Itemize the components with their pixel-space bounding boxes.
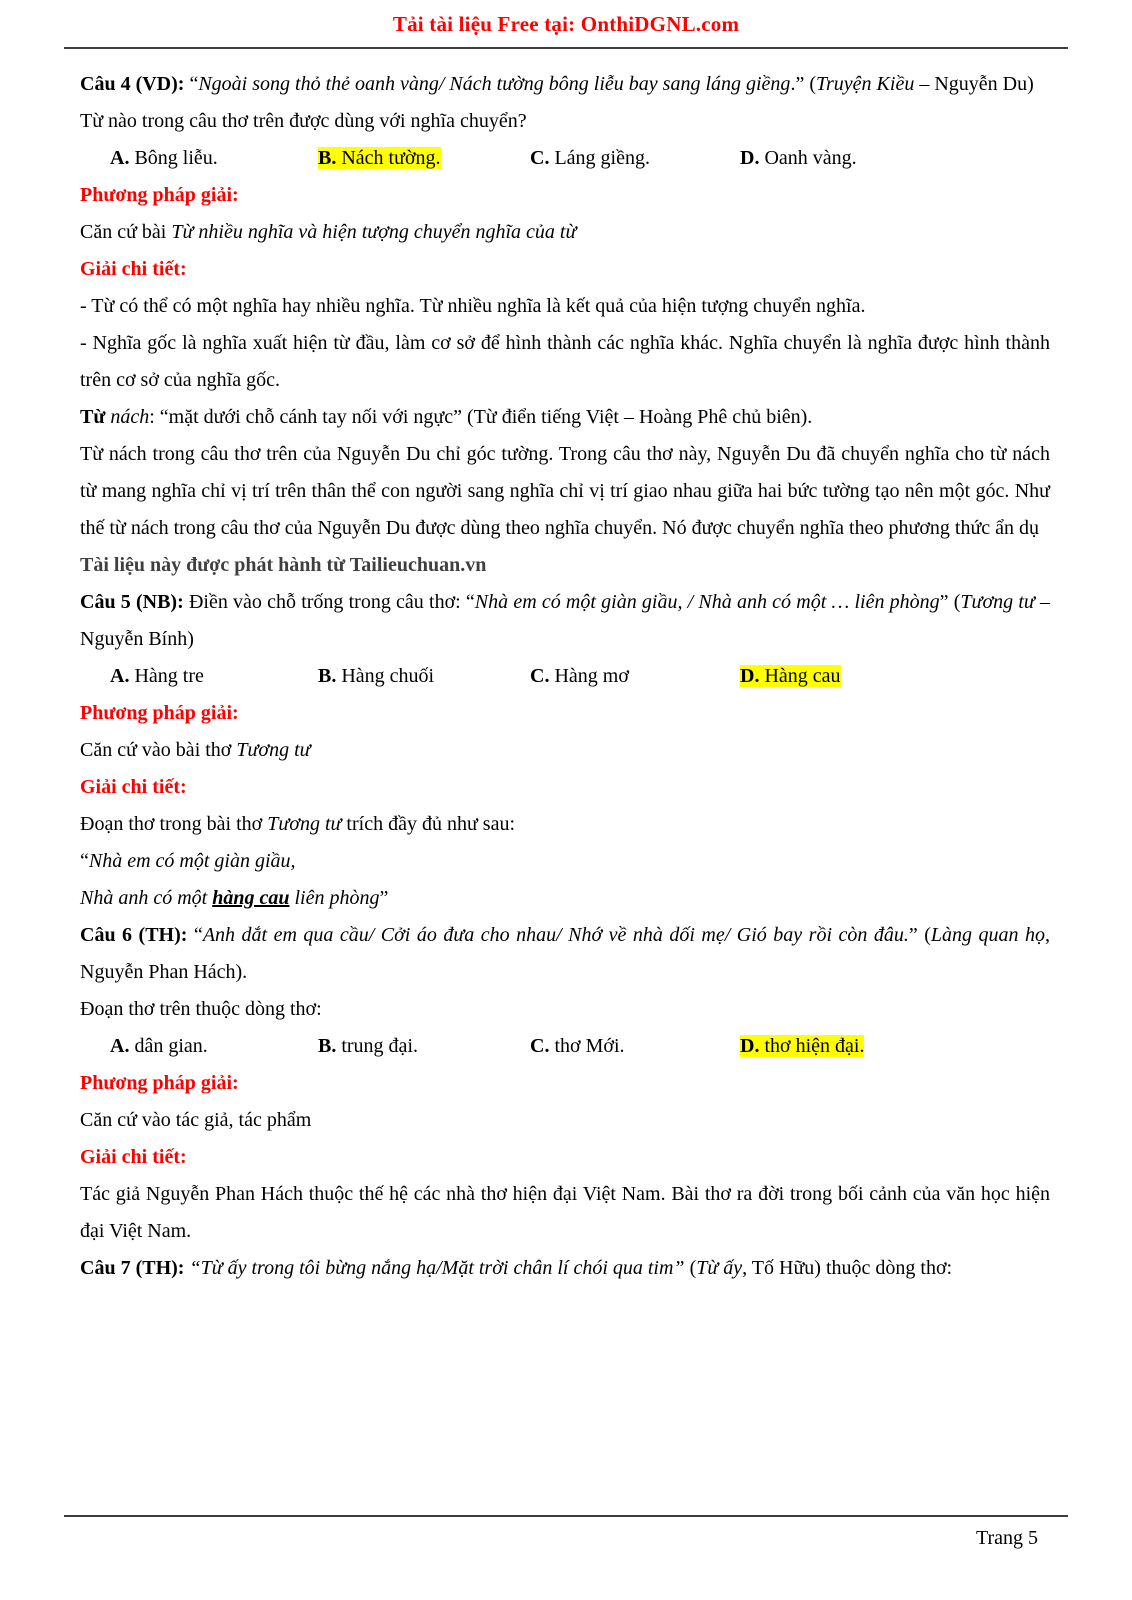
question-6-intro: [80, 917, 1050, 991]
answer-option: [318, 658, 530, 695]
answer-option: [110, 140, 318, 177]
question-4-prompt: [80, 103, 1050, 140]
text-run: Câu 4 (VD):: [80, 73, 185, 95]
answer-text: A. dân gian.: [110, 1035, 208, 1057]
text-run: Ngoài song thỏ thẻ oanh vàng/ Nách tường bông liễu bay sang láng giềng: [198, 73, 791, 95]
question-6-options: [80, 1028, 1050, 1065]
question-6-prompt: [80, 991, 1050, 1028]
text-run: Tài liệu này được phát hành từ Tailieuchuan.vn: [80, 554, 487, 576]
text-run: Từ nhiều nghĩa và hiện tượng chuyển nghĩa của từ: [171, 221, 577, 243]
page-footer: [64, 1515, 1068, 1550]
text-run: – Nguyễn Bính): [80, 591, 1051, 650]
method-text: [80, 214, 1050, 251]
text-run: Nhà anh có một: [80, 887, 213, 909]
text-run: .” (: [790, 73, 816, 95]
detail-heading: Giải chi tiết:: [80, 258, 187, 280]
correct-answer-highlight: D. Hàng cau: [740, 665, 841, 687]
text-run: Căn cứ bài: [80, 221, 172, 243]
answer-option: [318, 140, 530, 177]
text-run: Tương tư: [236, 739, 311, 761]
text-run: Anh dắt em qua cầu/ Cởi áo đưa cho nhau/ Nhớ về nhà dối mẹ/ Gió bay rồi còn đâu.: [202, 924, 909, 946]
text-run: Truyện Kiều: [815, 73, 915, 95]
text-run: Câu 6 (TH):: [80, 924, 188, 946]
text-run: - Nghĩa gốc là nghĩa xuất hiện từ đầu, làm cơ sở để hình thành các nghĩa khác. Nghĩa chuyển là nghĩa được hình thành trên cơ sở của nghĩa gốc.: [80, 332, 1050, 391]
text-run: (: [684, 1257, 697, 1279]
text-run: Điền vào chỗ trống trong câu thơ: “: [183, 591, 475, 613]
answer-option: [530, 1028, 740, 1065]
detail-heading: Giải chi tiết:: [80, 776, 187, 798]
method-text: [80, 1102, 1050, 1139]
method-text: [80, 732, 1050, 769]
text-run: Nhà em có một giàn giầu,: [88, 850, 296, 872]
question-4-intro: [80, 66, 1050, 103]
correct-answer-highlight: D. thơ hiện đại.: [740, 1035, 865, 1057]
detail-heading: Giải chi tiết:: [80, 1146, 187, 1168]
method-heading: Phương pháp giải:: [80, 702, 239, 724]
text-run: “: [80, 850, 89, 872]
answer-text: C. Hàng mơ: [530, 665, 629, 687]
text-run: - Từ có thể có một nghĩa hay nhiều nghĩa. Từ nhiều nghĩa là kết quả của hiện tượng chuyển nghĩa.: [80, 295, 866, 317]
detail-text: [80, 399, 1050, 436]
text-run: Tác giả Nguyễn Phan Hách thuộc thế hệ các nhà thơ hiện đại Việt Nam. Bài thơ ra đời trong bối cảnh của văn học hiện đại Việt Nam.: [80, 1183, 1050, 1242]
poem-line: [80, 843, 1050, 880]
text-run: – Nguyễn Du): [914, 73, 1034, 95]
text-run: Đoạn thơ trong bài thơ: [80, 813, 268, 835]
page-number: Trang 5: [975, 1527, 1038, 1549]
text-run: Câu 5 (NB):: [80, 591, 184, 613]
text-run: Tương tư: [267, 813, 342, 835]
answer-option: [110, 658, 318, 695]
text-run: nách: [105, 406, 150, 428]
text-run: Từ nào trong câu thơ trên được dùng với nghĩa chuyển?: [80, 110, 527, 132]
text-run: Từ ấy: [696, 1257, 743, 1279]
answer-text: D. Oanh vàng.: [740, 147, 857, 169]
question-5-intro: [80, 584, 1050, 658]
correct-answer-highlight: B. Nách tường.: [318, 147, 441, 169]
text-run: Từ: [80, 406, 106, 428]
answer-option: [740, 658, 1050, 695]
text-run: Căn cứ vào tác giả, tác phẩm: [80, 1109, 312, 1131]
answer-text: B. Hàng chuối: [318, 665, 435, 687]
site-header-text: Tải tài liệu Free tại: OnthiDGNL.com: [392, 12, 740, 36]
text-run: : “mặt dưới chỗ cánh tay nối với ngực” (Từ điển tiếng Việt – Hoàng Phê chủ biên).: [149, 406, 813, 428]
text-run: “: [184, 73, 199, 95]
text-run: Căn cứ vào bài thơ: [80, 739, 237, 761]
answer-text: A. Bông liễu.: [110, 147, 218, 169]
text-run: ” (: [939, 591, 961, 613]
question-4-options: [80, 140, 1050, 177]
text-run: Nhà em có một giàn giầu, / Nhà anh có một … liên phòng: [474, 591, 940, 613]
watermark-line: [80, 547, 1050, 584]
text-run: Đoạn thơ trên thuộc dòng thơ:: [80, 998, 322, 1020]
answer-text: A. Hàng tre: [110, 665, 204, 687]
answer-option: [318, 1028, 530, 1065]
text-run: ” (: [908, 924, 931, 946]
detail-text: [80, 1176, 1050, 1250]
answer-text: C. Láng giềng.: [530, 147, 650, 169]
text-run: Câu 7 (TH):: [80, 1257, 185, 1279]
text-run: ”: [379, 887, 389, 909]
text-run: Từ nách trong câu thơ trên của Nguyễn Du chỉ góc tường. Trong câu thơ này, Nguyễn Du đã chuyển nghĩa cho từ nách từ mang nghĩa chỉ vị trí trên thân thể con người sang nghĩa chỉ vị trí giao nhau giữa hai bức tường tạo nên một góc. Như thế từ nách trong câu thơ của Nguyễn Du được dùng theo nghĩa chuyển. Nó được chuyển nghĩa theo phương thức ẩn dụ: [80, 443, 1050, 539]
answer-text: C. thơ Mới.: [530, 1035, 625, 1057]
header-banner: [0, 0, 1132, 49]
question-5-options: [80, 658, 1050, 695]
detail-text: [80, 806, 1050, 843]
detail-text: [80, 436, 1050, 547]
detail-text: [80, 325, 1050, 399]
answer-text: B. trung đại.: [318, 1035, 418, 1057]
answer-option: [530, 658, 740, 695]
answer-option: [740, 140, 1050, 177]
text-run: hàng cau: [212, 887, 290, 909]
answer-option: [110, 1028, 318, 1065]
method-heading: Phương pháp giải:: [80, 184, 239, 206]
poem-line: [80, 880, 1050, 917]
text-run: “Từ ấy trong tôi bừng nắng hạ/Mặt trời chân lí chói qua tim”: [189, 1257, 685, 1279]
text-run: “: [187, 924, 203, 946]
text-run: liên phòng: [289, 887, 380, 909]
text-run: , Tố Hữu) thuộc dòng thơ:: [742, 1257, 953, 1279]
text-run: Tương tư: [960, 591, 1035, 613]
answer-option: [530, 140, 740, 177]
document-body: [0, 49, 1132, 1287]
text-run: , Nguyễn Phan Hách).: [80, 924, 1050, 983]
method-heading: Phương pháp giải:: [80, 1072, 239, 1094]
detail-text: [80, 288, 1050, 325]
text-run: Làng quan họ: [930, 924, 1045, 946]
text-run: trích đầy đủ như sau:: [341, 813, 516, 835]
question-7-intro: [80, 1250, 1050, 1287]
answer-option: [740, 1028, 1050, 1065]
